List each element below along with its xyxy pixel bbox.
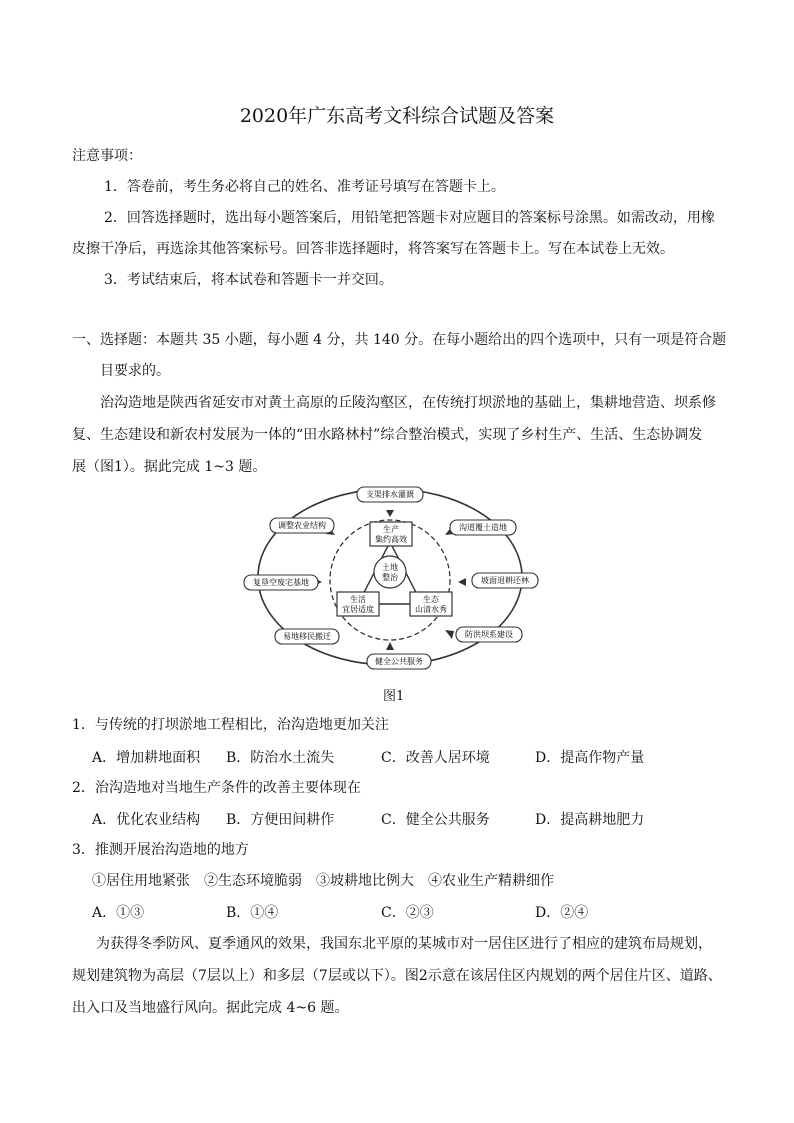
question-stem: 1．与传统的打坝淤地工程相比，治沟造地更加关注 xyxy=(72,717,389,733)
section-heading-continued: 目要求的。 xyxy=(100,363,170,379)
ring-label-top-left: 调整农业结构 xyxy=(278,521,326,530)
section-heading: 一、选择题：本题共 35 小题，每小题 4 分，共 140 分。在每小题给出的四个选项中，只有一项是符合题 xyxy=(72,332,727,348)
ring-label-top: 支渠排水灌溉 xyxy=(366,490,414,499)
question-option: D．提高耕地肥力 xyxy=(535,812,645,828)
node-production-sub: 集约高效 xyxy=(375,535,407,544)
center-label: 土地 xyxy=(382,563,398,572)
question-option: A．优化农业结构 xyxy=(92,812,201,828)
question-option: C．改善人居环境 xyxy=(381,750,490,766)
node-production-title: 生产 xyxy=(383,525,399,534)
figure-caption: 图1 xyxy=(383,689,405,704)
question-stem: 3．推测开展治沟造地的地方 xyxy=(72,842,249,858)
center-circle xyxy=(374,556,406,588)
ring-label-bottom-right: 防洪坝系建设 xyxy=(465,630,513,639)
node-ecology-title: 生态 xyxy=(423,595,439,604)
ring-label-top-right: 沟道覆土造地 xyxy=(459,523,507,532)
question-option: A．①③ xyxy=(92,905,145,921)
question-option: B．①④ xyxy=(226,905,279,921)
question-option: B．方便田间耕作 xyxy=(226,812,335,828)
passage-paragraph: 为获得冬季防风、夏季通风的效果，我国东北平原的某城市对一居住区进行了相应的建筑布局规划， xyxy=(96,936,712,952)
ring-label-bottom-left: 易地移民搬迁 xyxy=(283,632,331,641)
question-stem: 2．治沟造地对当地生产条件的改善主要体现在 xyxy=(72,780,361,796)
question-option: C．健全公共服务 xyxy=(381,812,490,828)
question-option: B．防治水土流失 xyxy=(226,750,335,766)
ring-label-left: 复垦空废宅基地 xyxy=(253,578,309,587)
question-option: C．②③ xyxy=(381,905,434,921)
notice-item: 1．答卷前，考生务必将自己的姓名、准考证号填写在答题卡上。 xyxy=(104,179,505,195)
passage-paragraph: 复、生态建设和新农村发展为一体的“田水路林村”综合整治模式，实现了乡村生产、生活、生态协调发 xyxy=(72,427,703,443)
question-option: D．②④ xyxy=(535,905,589,921)
question-statements: ①居住用地紧张 ②生态环境脆弱 ③坡耕地比例大 ④农业生产精耕细作 xyxy=(92,873,554,889)
question-option: A．增加耕地面积 xyxy=(92,750,201,766)
notice-item: 2．回答选择题时，选出每小题答案后，用铅笔把答题卡对应题目的答案标号涂黑。如需改动，用橡 xyxy=(104,210,715,226)
passage-paragraph: 规划建筑物为高层（7层以上）和多层（7层或以下）。图2示意在该居住区内规划的两个居住片区、道路、 xyxy=(72,968,722,984)
page-title: 2020年广东高考文科综合试题及答案 xyxy=(239,105,555,127)
passage-paragraph: 治沟造地是陕西省延安市对黄土高原的丘陵沟壑区，在传统打坝淤地的基础上，集耕地营造、坝系修 xyxy=(100,395,716,411)
ring-label-bottom: 健全公共服务 xyxy=(375,657,423,666)
ring-label-right: 坡面退耕还林 xyxy=(481,576,529,585)
notice-item-continued: 皮擦干净后，再选涂其他答案标号。回答非选择题时，将答案写在答题卡上。写在本试卷上无效。 xyxy=(72,241,674,257)
figure-1-diagram xyxy=(240,480,550,670)
passage-paragraph: 出入口及当地盛行风向。据此完成 4~6 题。 xyxy=(72,1000,349,1016)
notice-item: 3．考试结束后，将本试卷和答题卡一并交回。 xyxy=(104,272,393,288)
passage-paragraph: 展（图1）。据此完成 1~3 题。 xyxy=(72,459,267,475)
node-ecology-sub: 山清水秀 xyxy=(415,605,447,614)
question-option: D．提高作物产量 xyxy=(535,750,645,766)
center-label: 整治 xyxy=(382,573,398,582)
node-life-title: 生活 xyxy=(350,595,366,604)
notice-heading: 注意事项： xyxy=(72,148,142,164)
node-life-sub: 宜居适度 xyxy=(342,605,374,614)
